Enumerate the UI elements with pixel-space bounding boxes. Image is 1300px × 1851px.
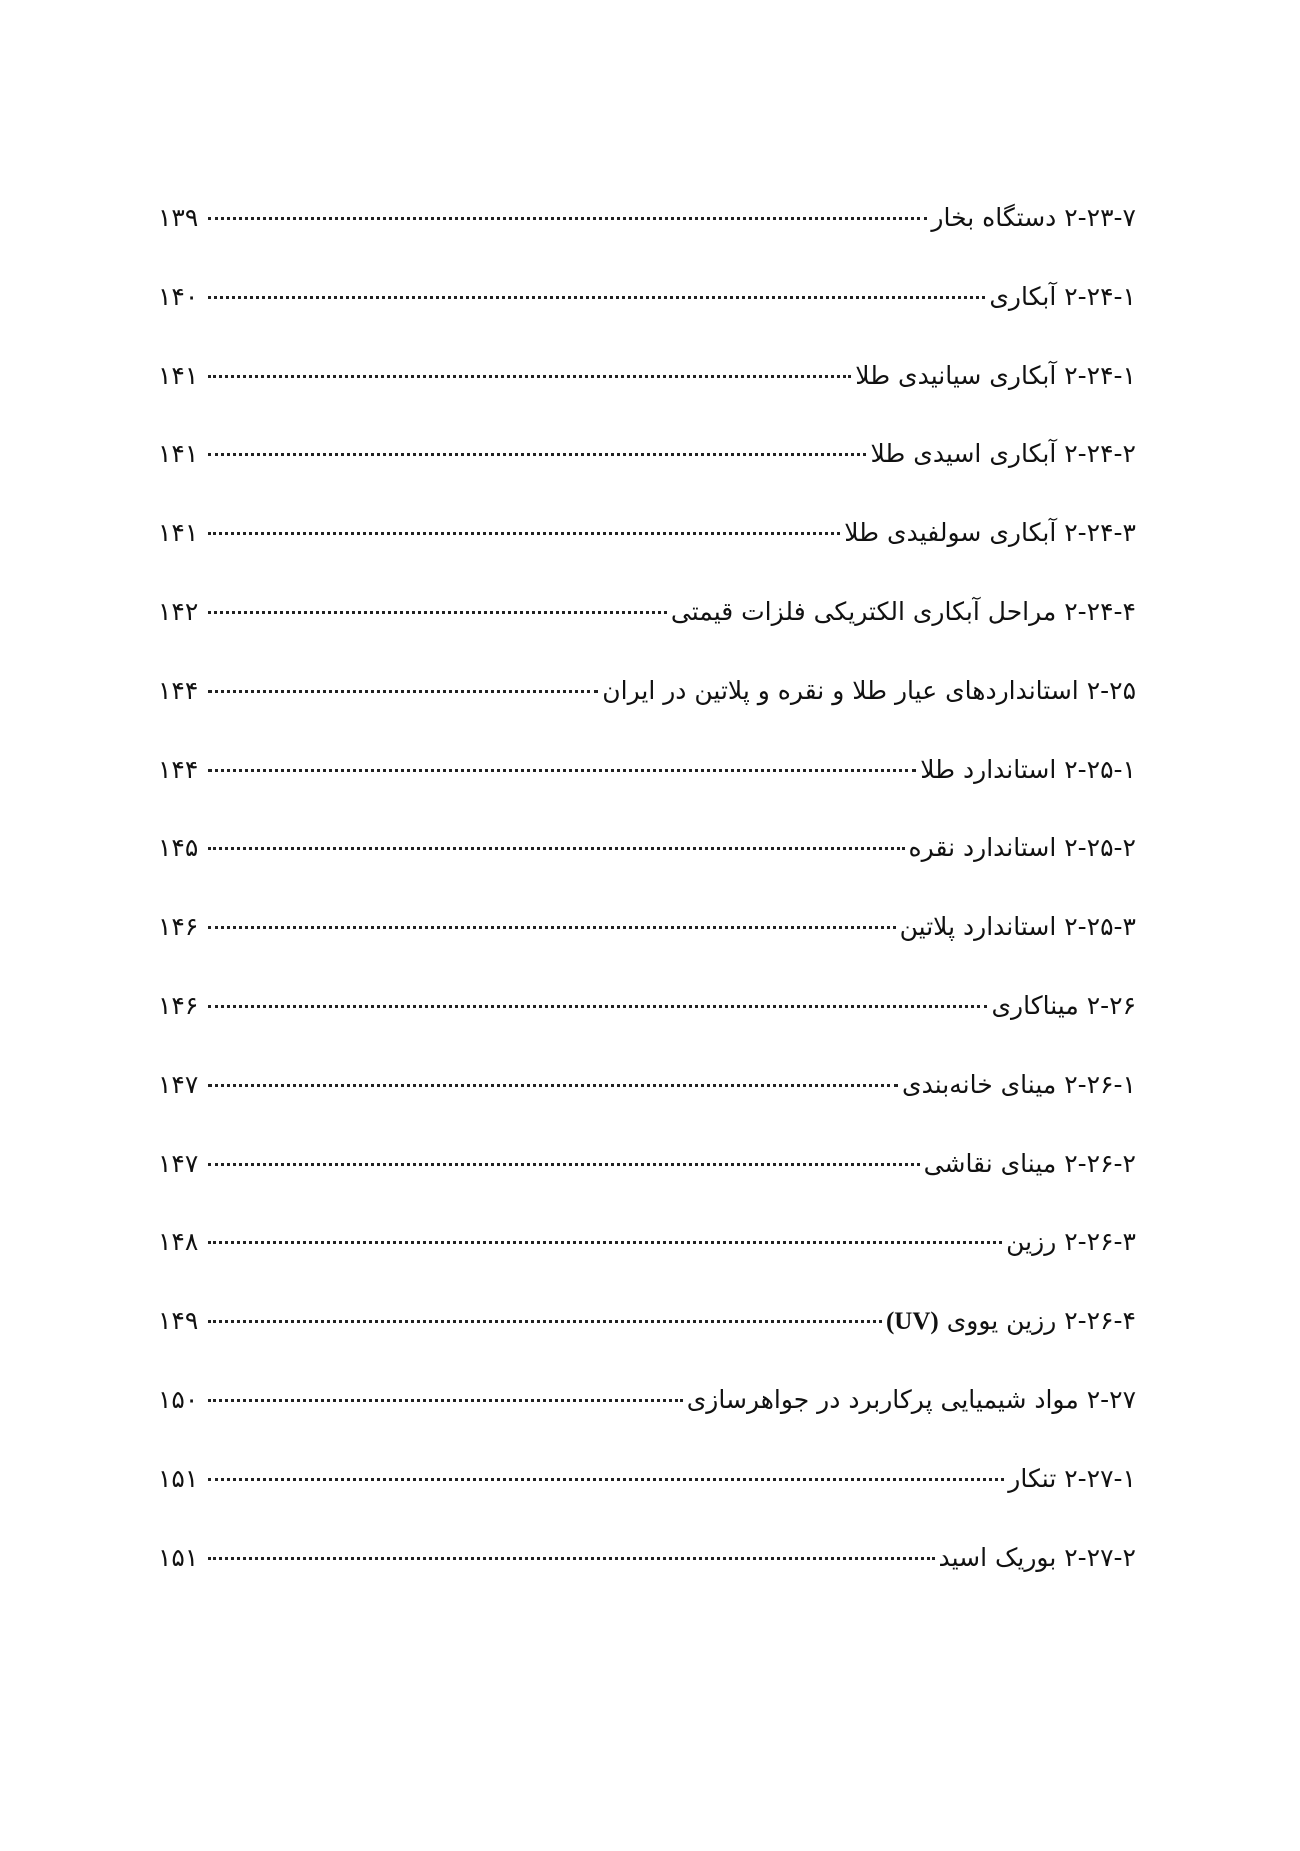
toc-entry-page: ۱۴۰ — [158, 281, 199, 311]
toc-entry-page: ۱۵۱ — [158, 1463, 199, 1493]
toc-entry-title: ۲-۲۴-۲ آبکاری اسیدی طلا — [870, 439, 1136, 469]
toc-entry-page: ۱۵۱ — [158, 1542, 199, 1572]
dot-leader — [208, 611, 667, 614]
toc-entry-page: ۱۴۷ — [158, 1069, 199, 1099]
toc-entry[interactable] — [158, 750, 1136, 829]
toc-entry-title — [886, 1301, 1136, 1342]
dot-leader — [208, 926, 896, 929]
toc-entry[interactable] — [158, 1459, 1136, 1538]
toc-entry[interactable] — [158, 356, 1136, 435]
toc-entry-title: ۲-۲۶-۳ رزین — [1006, 1227, 1136, 1257]
toc-entry-page: ۱۴۱ — [158, 439, 199, 469]
toc-entry-page: ۱۴۷ — [158, 1148, 199, 1178]
toc-entry[interactable] — [158, 1380, 1136, 1459]
toc-entry-title: ۲-۲۷-۱ تنکار — [1008, 1463, 1136, 1493]
toc-entry-title: ۲-۲۴-۱ آبکاری — [989, 281, 1136, 311]
dot-leader — [208, 1084, 898, 1087]
toc-entry[interactable] — [158, 277, 1136, 356]
toc-entry-page: ۱۴۴ — [158, 754, 199, 784]
toc-entry-page: ۱۴۱ — [158, 518, 199, 548]
dot-leader — [208, 1478, 1004, 1481]
toc-entry-page: ۱۴۶ — [158, 912, 199, 942]
toc-entry-title: ۲-۲۵-۱ استاندارد طلا — [920, 754, 1136, 784]
toc-entry-title: ۲-۲۳-۷ دستگاه بخار — [931, 203, 1136, 232]
toc-entry-page: ۱۴۹ — [158, 1306, 199, 1336]
toc-entry[interactable] — [158, 1301, 1136, 1380]
toc-entry-title: ۲-۲۶-۲ مینای نقاشی — [923, 1148, 1136, 1178]
toc-entry[interactable] — [158, 198, 1136, 277]
dot-leader — [208, 769, 916, 772]
toc-entry[interactable] — [158, 1144, 1136, 1223]
toc-entry-title: ۲-۲۶ میناکاری — [991, 990, 1136, 1020]
toc-entry[interactable] — [158, 513, 1136, 592]
toc-entry[interactable] — [158, 986, 1136, 1065]
toc-entry[interactable] — [158, 907, 1136, 986]
toc-entry[interactable] — [158, 1538, 1136, 1617]
dot-leader — [208, 1163, 920, 1166]
toc-entry-title-text: ۲-۲۶-۴ رزین یووی — [946, 1306, 1136, 1336]
dot-leader — [208, 1399, 683, 1402]
toc-entry[interactable] — [158, 434, 1136, 513]
toc-entry-title-suffix: (UV) — [885, 1308, 939, 1336]
toc-entry[interactable] — [158, 1222, 1136, 1301]
toc-entry[interactable] — [158, 671, 1136, 750]
toc-entry-page: ۱۳۹ — [158, 203, 199, 232]
toc-entry-page: ۱۴۱ — [158, 360, 199, 390]
dot-leader — [208, 1241, 1002, 1244]
dot-leader — [208, 847, 905, 850]
toc-entry[interactable] — [158, 828, 1136, 907]
toc-entry-title: ۲-۲۵-۲ استاندارد نقره — [908, 833, 1136, 863]
toc-entry-title: ۲-۲۴-۱ آبکاری سیانیدی طلا — [855, 360, 1136, 390]
toc-entry-title: ۲-۲۶-۱ مینای خانه‌بندی — [902, 1069, 1136, 1099]
toc-entry-page: ۱۴۴ — [158, 675, 199, 705]
toc-entry-page: ۱۴۶ — [158, 990, 199, 1020]
toc-entry[interactable] — [158, 1065, 1136, 1144]
toc-entry-title: ۲-۲۵ استانداردهای عیار طلا و نقره و پلاتین در ایران — [602, 675, 1136, 705]
toc-entry-page: ۱۴۸ — [158, 1227, 199, 1257]
dot-leader — [208, 296, 985, 299]
dot-leader — [208, 1557, 935, 1560]
toc-entry-title: ۲-۲۵-۳ استاندارد پلاتین — [899, 912, 1136, 942]
dot-leader — [208, 453, 866, 456]
dot-leader — [208, 1005, 987, 1008]
toc-entry-title: ۲-۲۷ مواد شیمیایی پرکاربرد در جواهرسازی — [686, 1384, 1136, 1414]
toc-entry-title: ۲-۲۷-۲ بوریک اسید — [938, 1542, 1136, 1572]
toc-entry[interactable] — [158, 592, 1136, 671]
toc-entry-page: ۱۵۰ — [158, 1384, 199, 1414]
dot-leader — [208, 1320, 882, 1323]
dot-leader — [208, 532, 840, 535]
dot-leader — [208, 690, 598, 693]
dot-leader — [208, 217, 927, 220]
toc-entry-page: ۱۴۵ — [158, 833, 199, 863]
toc-entry-title: ۲-۲۴-۴ مراحل آبکاری الکتریکی فلزات قیمتی — [670, 596, 1136, 626]
table-of-contents — [158, 198, 1136, 1616]
toc-entry-title: ۲-۲۴-۳ آبکاری سولفیدی طلا — [844, 518, 1136, 548]
dot-leader — [208, 375, 851, 378]
toc-entry-page: ۱۴۲ — [158, 596, 199, 626]
